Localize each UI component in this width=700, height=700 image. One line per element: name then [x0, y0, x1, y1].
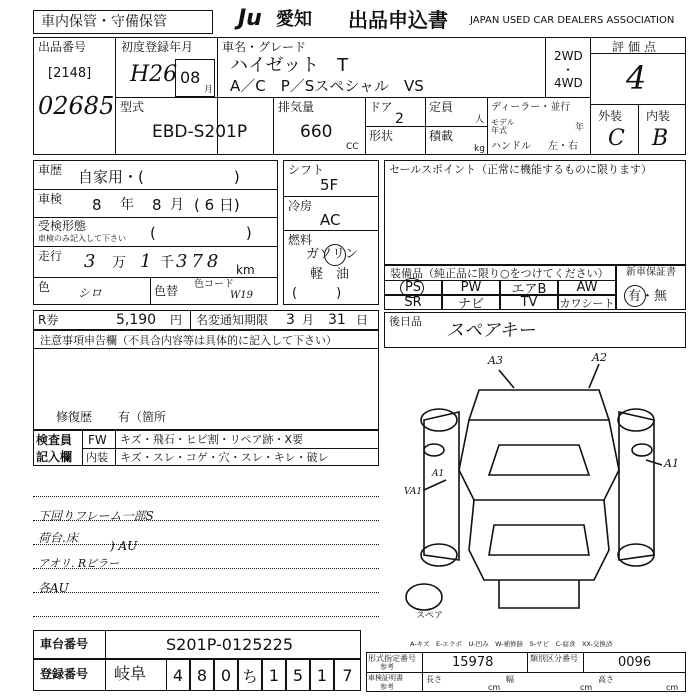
inspector-int-items: キズ・スレ・コゲ・穴・スレ・キレ・破レ	[120, 451, 329, 464]
dealer-label: ディーラー・並行	[491, 102, 571, 113]
lot-number: 02685	[38, 92, 115, 120]
inspector-label-1: 検査員	[36, 433, 73, 447]
model-year-unit: 年	[575, 123, 585, 133]
damage-a3: A3	[488, 354, 503, 367]
equipment-label: 装備品（純正品に限り○をつけてください）	[390, 267, 609, 280]
width-label: 幅	[506, 675, 514, 684]
car-name-label: 車名・グレード	[222, 40, 307, 54]
reg-digit-2: 8	[190, 659, 214, 691]
mileage-man-unit: 万	[112, 255, 126, 271]
form-title: 出品申込書	[348, 8, 448, 32]
association-name: JAPAN USED CAR DEALERS ASSOCIATION	[470, 15, 675, 26]
mileage-man: 3	[84, 251, 96, 272]
cert-label: 車検証明書	[368, 674, 403, 682]
car-grade: A／C P／Sスペシャル VS	[230, 77, 424, 95]
model-year-label: モデル年式	[491, 118, 515, 135]
drive-4wd: 4WD	[554, 76, 583, 90]
damage-va1: VA1	[404, 487, 423, 497]
registration-region: 岐阜	[114, 664, 147, 683]
declaration-label: 注意事項申告欄（不具合内容等は具体的に記入して下さい）	[40, 334, 337, 347]
chassis-label: 車台番号	[40, 637, 89, 651]
cooler-value: AC	[320, 211, 341, 229]
lot-sub-number: [2148]	[48, 66, 92, 81]
class-number-label: 類別区分番号	[530, 654, 578, 663]
warranty-circle	[624, 285, 646, 307]
note-line-3: アオリ. Rピラー	[38, 557, 120, 570]
lot-label: 出品番号	[38, 40, 87, 54]
first-reg-year: H26	[130, 62, 178, 87]
color-code: W19	[230, 290, 254, 301]
test-form-sub: 車検のみ記入して下さい	[38, 234, 126, 243]
capacity-unit: 人	[475, 115, 485, 125]
handle-label: ハンドル	[491, 141, 531, 152]
fuel-label: 燃料	[288, 233, 313, 247]
mileage-unit: km	[236, 263, 255, 277]
reg-digit-4: ち	[238, 659, 262, 691]
test-form-paren: ( )	[150, 224, 252, 242]
note-line-1: 下回りフレーム一部S	[38, 509, 154, 523]
car-name: ハイゼット T	[230, 55, 349, 76]
storage-label: 車内保管・守備保管	[41, 14, 167, 30]
tax-unit: 円	[170, 313, 183, 327]
type-number-label: 形式指定番号	[368, 654, 416, 663]
name-change-day: 31	[328, 312, 346, 328]
color-value: シロ	[78, 286, 103, 300]
history-value: 自家用・( )	[78, 168, 240, 186]
name-change-month: 3	[286, 312, 295, 328]
damage-a1-right: A1	[664, 457, 679, 470]
tax-label: R券	[38, 313, 59, 327]
rating-int-label: 内装	[646, 109, 671, 123]
class-number-value: 0096	[618, 655, 652, 670]
car-diagram	[384, 350, 686, 620]
warranty-label: 新車保証書	[626, 267, 676, 278]
diagram-spare: スペア	[416, 611, 444, 621]
equip-ps-circle	[400, 278, 424, 298]
doors-value: 2	[395, 111, 404, 127]
drive-2wd: 2WD	[554, 49, 583, 63]
name-change-label: 名変通知期限	[196, 313, 269, 327]
mileage-sen-unit: 千	[160, 255, 174, 271]
inspector-int-label: 内装	[86, 451, 108, 464]
test-form-label: 受検形態	[38, 219, 87, 233]
first-reg-month: 08	[180, 68, 201, 87]
rating-label: 評価点	[612, 40, 661, 54]
tax-value: 5,190	[116, 312, 157, 328]
mileage-sen: 1	[140, 251, 152, 272]
rating-ext-label: 外装	[598, 109, 623, 123]
damage-a1-left: A1	[432, 469, 445, 479]
damage-a2: A2	[592, 351, 607, 364]
equip-pw: PW	[442, 280, 500, 295]
history-label: 車歴	[38, 163, 63, 177]
later-items-label: 後日品	[389, 315, 422, 328]
shift-label: シフト	[288, 163, 325, 177]
note-line-4: 各AU	[38, 581, 69, 595]
reg-digit-8: 7	[334, 659, 361, 691]
repair-label: 修復歴	[56, 410, 93, 424]
height-unit: cm	[666, 683, 679, 692]
registration-label: 登録番号	[40, 667, 89, 681]
fuel-diesel: 軽 油	[310, 267, 350, 282]
displacement-label: 排気量	[278, 100, 315, 114]
reg-digit-3: 0	[214, 659, 238, 691]
damage-legend: A-キズ E-エクボ U-凹み W-補修跡 S-サビ C-腐食 XX-交換済	[410, 640, 613, 648]
warranty-options: 有・無	[628, 289, 668, 304]
reg-digit-7: 1	[310, 659, 334, 691]
inspection-year: 8	[92, 196, 102, 214]
model-value: EBD-S201P	[152, 122, 248, 142]
inspection-day: ( 6 日)	[194, 196, 240, 214]
reg-digit-6: 5	[286, 659, 310, 691]
load-label: 積載	[429, 129, 454, 143]
color-change-label: 色替	[154, 284, 179, 298]
ref-label-2: 参考	[380, 683, 394, 691]
inspection-month: 8	[152, 196, 162, 214]
equip-navi: ナビ	[442, 295, 500, 310]
mileage-label: 走行	[38, 249, 63, 263]
load-unit: kg	[474, 144, 485, 154]
reg-digit-1: 4	[166, 659, 190, 691]
name-change-day-unit: 日	[356, 313, 369, 327]
handle-options: 左・右	[548, 141, 578, 152]
chassis-value: S201P-0125225	[166, 635, 294, 654]
shape-label: 形状	[369, 129, 394, 143]
inspector-fw-items: キズ・飛石・ヒビ割・リペア跡・X要	[120, 433, 304, 446]
color-code-label: 色コード	[194, 279, 234, 290]
inspection-label: 車検	[38, 192, 63, 206]
rating-score: 4	[626, 59, 647, 97]
equip-tv: TV	[500, 295, 558, 310]
mileage-rest: 378	[176, 251, 223, 272]
color-label: 色	[38, 280, 51, 294]
inspection-year-unit: 年	[120, 197, 134, 213]
logo-region: 愛知	[276, 9, 312, 30]
note-line-2: 荷台.床	[38, 531, 78, 545]
rating-int: B	[652, 126, 669, 151]
fuel-paren: ( )	[292, 286, 342, 301]
fuel-gasoline: ガソリン	[306, 247, 359, 262]
equip-leather-seat: カワシート	[559, 296, 615, 310]
repair-value: 有（箇所	[118, 410, 167, 424]
inspection-month-unit: 月	[170, 197, 184, 213]
length-unit: cm	[488, 683, 501, 692]
rating-ext: C	[608, 126, 625, 151]
height-label: 高さ	[598, 675, 614, 684]
drive-dot: ・	[562, 63, 575, 77]
shift-value: 5F	[320, 176, 339, 194]
inspector-fw-label: FW	[88, 433, 107, 447]
displacement-value: 660	[300, 122, 333, 142]
note-bracket: ) AU	[110, 539, 138, 553]
model-label: 型式	[120, 100, 145, 114]
reg-digit-5: 1	[262, 659, 286, 691]
equip-sr: SR	[384, 295, 442, 310]
cooler-label: 冷房	[288, 199, 313, 213]
width-unit: cm	[580, 683, 593, 692]
ref-label-1: 参考	[380, 663, 394, 671]
first-reg-label: 初度登録年月	[121, 40, 194, 54]
inspector-label-2: 記入欄	[36, 450, 73, 464]
length-label: 長さ	[426, 675, 442, 684]
equip-airbag: エアB	[500, 280, 558, 295]
later-items-value: スペアキー	[446, 320, 536, 341]
type-number-value: 15978	[452, 655, 494, 670]
equip-aw: AW	[558, 280, 616, 295]
displacement-unit: CC	[346, 142, 359, 152]
top-grid	[33, 37, 686, 155]
fuel-circle	[324, 244, 346, 266]
equip-ps: PS	[384, 280, 442, 295]
ju-logo: Ju	[238, 6, 262, 31]
name-change-month-unit: 月	[302, 313, 315, 327]
capacity-label: 定員	[429, 100, 454, 114]
first-reg-month-unit: 月	[204, 85, 214, 95]
doors-label: ドア	[369, 100, 393, 114]
sales-point-label: セールスポイント（正常に機能するものに限ります）	[389, 163, 653, 176]
